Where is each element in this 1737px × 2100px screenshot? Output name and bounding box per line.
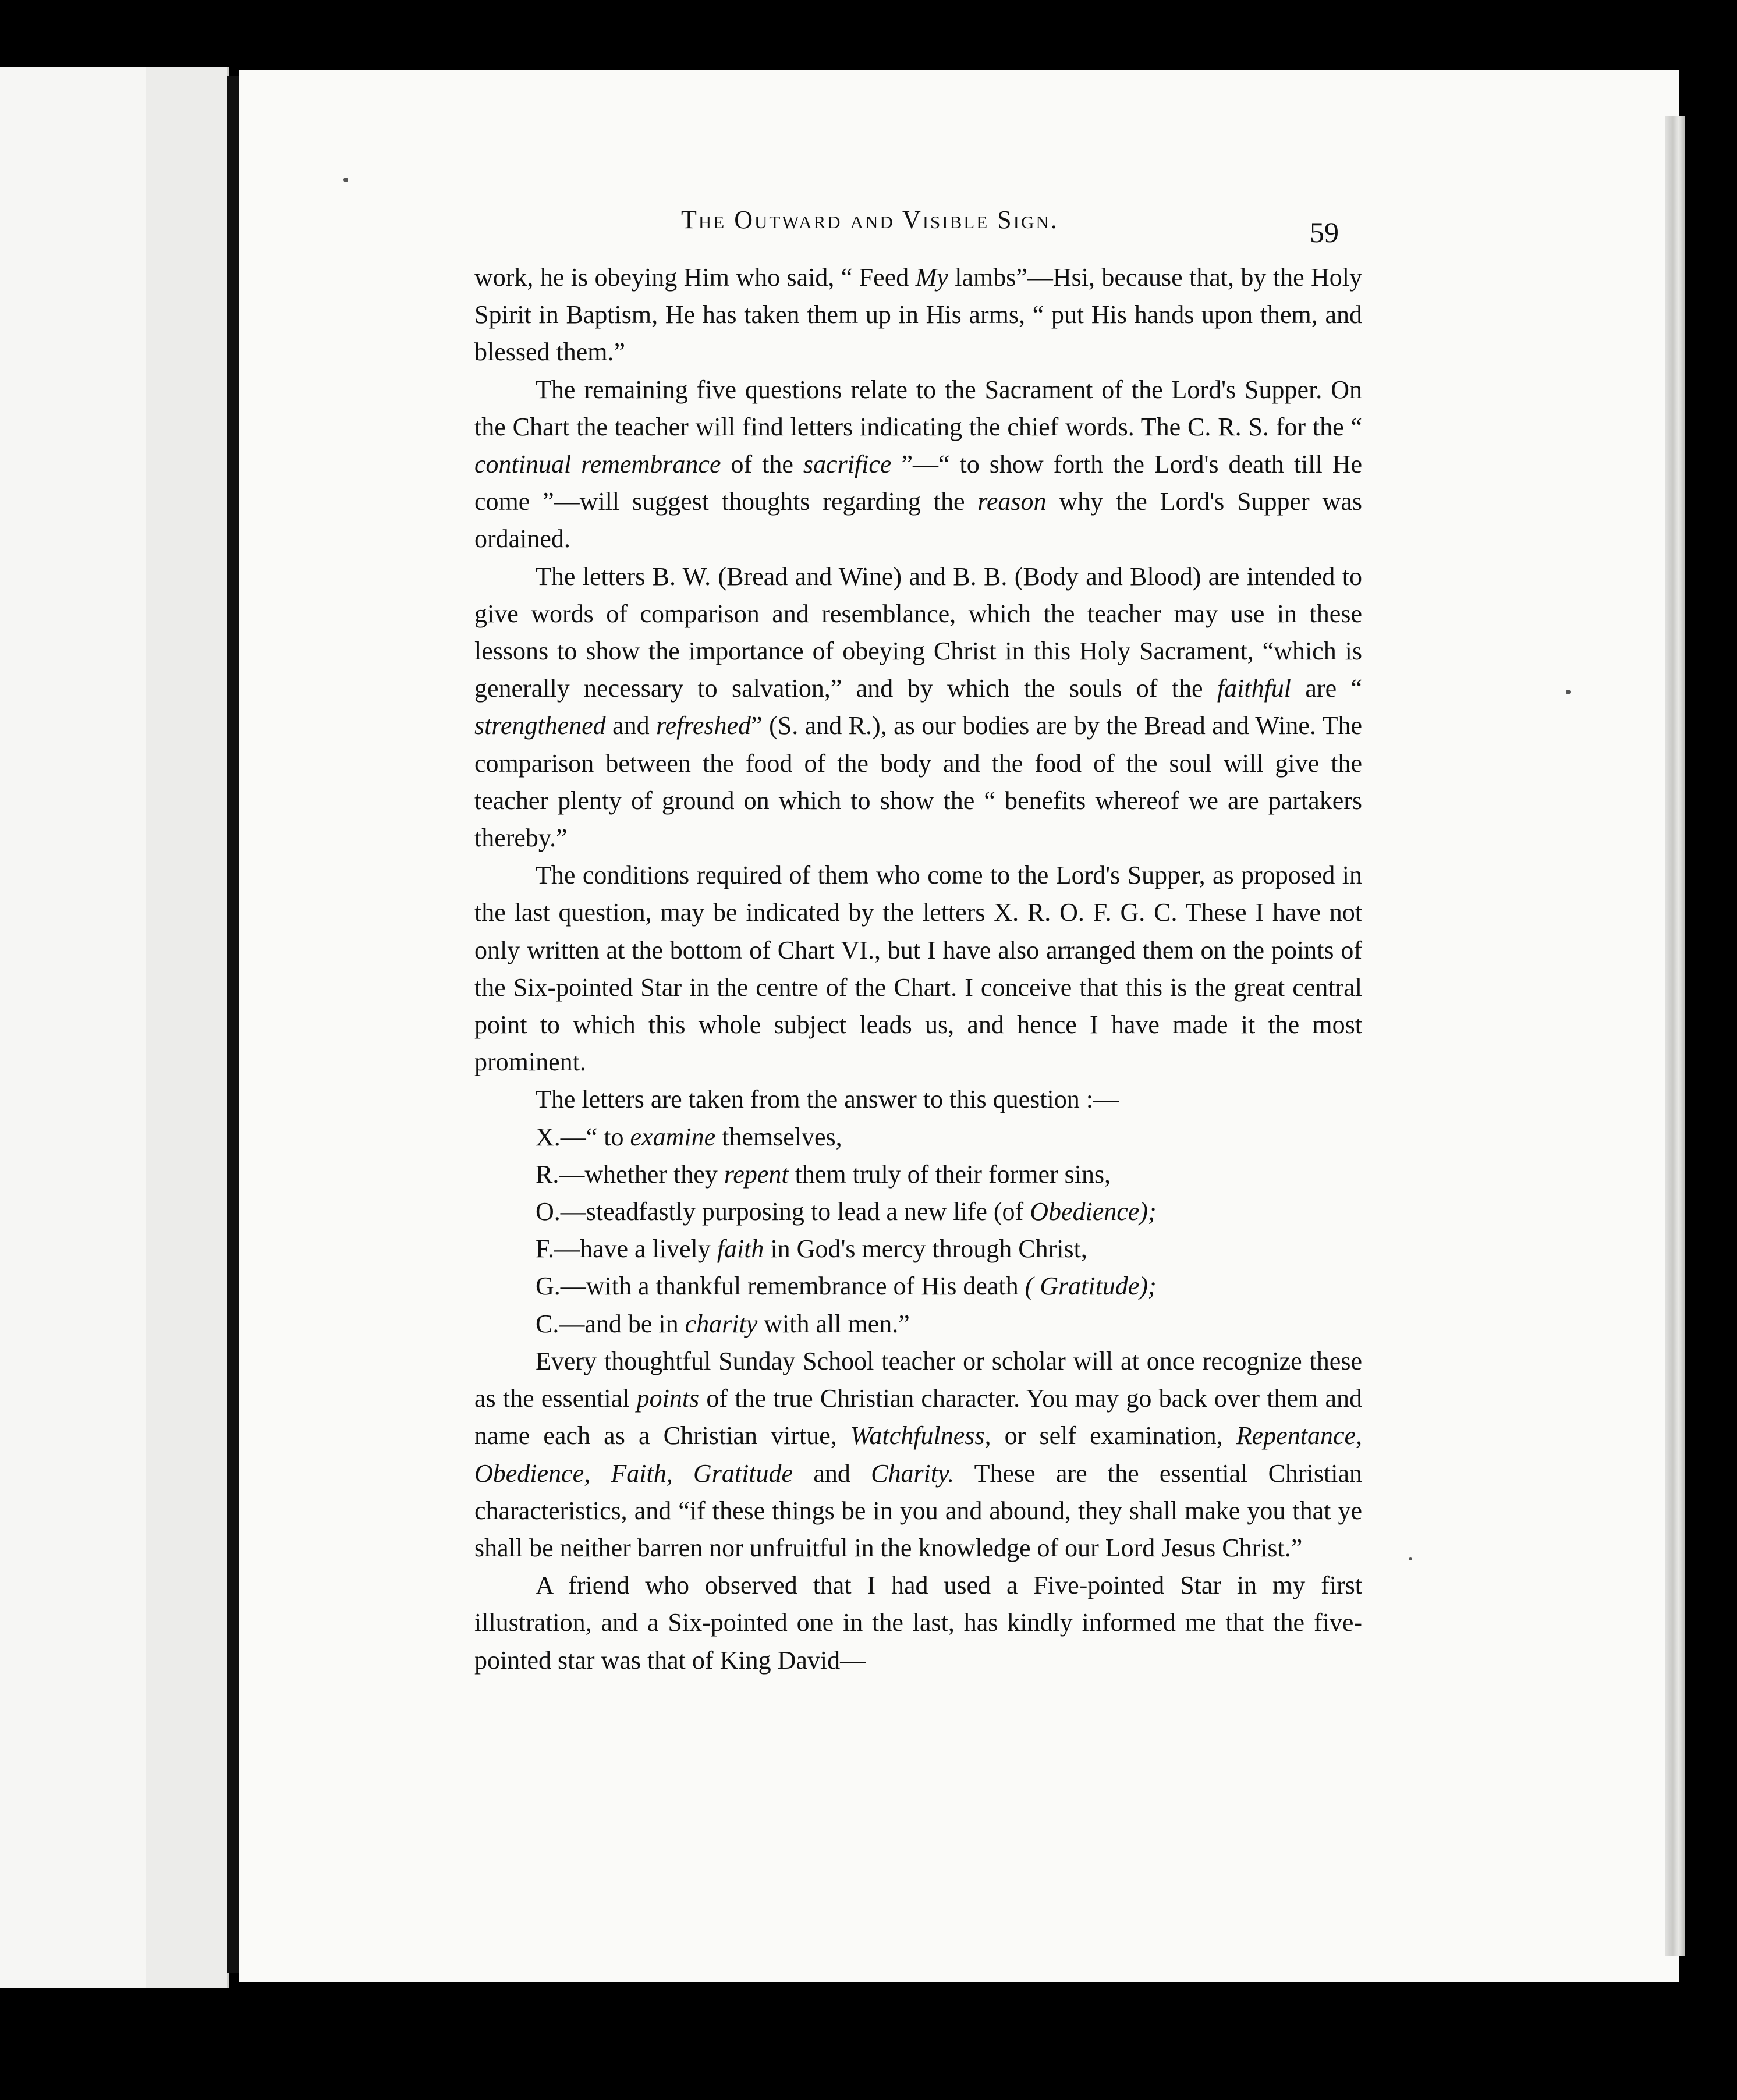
italic-text: faith <box>717 1235 764 1264</box>
italic-text: Obedience); <box>1030 1197 1157 1226</box>
running-head: The Outward and Visible Sign. <box>681 205 1059 234</box>
paper-speck <box>1409 1557 1412 1560</box>
italic-text: strengthened <box>474 711 606 740</box>
book-gutter <box>227 76 240 1973</box>
italic-text: My <box>915 263 948 292</box>
italic-text: refreshed <box>656 711 751 740</box>
list-intro: The letters are taken from the answer to this question :— <box>536 1085 1119 1114</box>
italic-text: Obedience, Faith, Gratitude <box>474 1459 793 1488</box>
left-page-edge <box>0 67 229 1988</box>
page-stack-edge <box>1665 116 1685 1956</box>
left-page-inner-margin <box>146 67 227 1988</box>
list-item: R.—whether they repent them truly of their former sins, <box>536 1159 1111 1189</box>
italic-text: continual remembrance <box>474 450 721 479</box>
italic-text: reason <box>977 487 1047 516</box>
paragraph: A friend who observed that I had used a Five-pointed Star in my first illustration, and a Six-pointed one in the last, has kindly informed me that the five-pointed star was that of King David— <box>474 1571 1362 1675</box>
paragraph: work, he is obeying Him who said, “ Feed My lambs”—Hsi, because that, by the Holy Spirit in Baptism, He has taken them up in His arms, “ put His hands upon them, and blessed them.” <box>474 263 1363 367</box>
italic-text: examine <box>630 1122 716 1151</box>
italic-text: sacrifice <box>803 450 892 479</box>
list-item: O.—steadfastly purposing to lead a new life (of Obedience); <box>536 1197 1157 1226</box>
body-text <box>474 259 1362 1679</box>
italic-text: repent <box>724 1159 789 1189</box>
paper-speck <box>1566 690 1571 694</box>
italic-text: ( Gratitude); <box>1025 1272 1157 1301</box>
list-item: G.—with a thankful remembrance of His death ( Gratitude); <box>536 1272 1157 1301</box>
italic-text: Watchfulness, <box>850 1421 991 1450</box>
italic-text: points <box>636 1384 700 1413</box>
italic-text: charity <box>685 1309 758 1338</box>
paragraph: The conditions required of them who come to the Lord's Supper, as proposed in the last question, may be indicated by the letters X. R. O. F. G. C. These I have not only written at the bottom of Chart VI., but I have also arranged them on the points of the Six-pointed Star in the centre of the Chart. I conceive that this is the great central point to which this whole subject leads us, and hence I have made it the most prominent. <box>474 861 1362 1077</box>
list-item: X.—“ to examine themselves, <box>536 1122 842 1151</box>
paragraph: The remaining five questions relate to the Sacrament of the Lord's Supper. On the Chart the teacher will find letters indicating the chief words. The C. R. S. for the “ continual remembrance of the sacrifice ”—“ to show forth the Lord's death till He come ”—will suggest thoughts regarding the reason why the Lord's Supper was ordained. <box>474 375 1363 554</box>
paragraph: Every thoughtful Sunday School teacher or scholar will at once recognize these as the essential points of the true Christian character. You may go back over them and name each as a Christian virtue, Watchfulness, or self examination, Repentance, Obedience, Faith, Gratitude and Charity. These are the essential Christian characteristics, and “if these things be in you and abound, they shall make you that ye shall be neither barren nor unfruitful in the knowledge of our Lord Jesus Christ.” <box>474 1346 1363 1562</box>
paragraph: The letters B. W. (Bread and Wine) and B. B. (Body and Blood) are intended to give words of comparison and resemblance, which the teacher may use in these lessons to show the importance of obeying Christ in this Holy Sacrament, “which is generally necessary to salvation,” and by which the souls of the faithful are “ strengthened and refreshed” (S. and R.), as our bodies are by the Bread and Wine. The comparison between the food of the body and the food of the soul will give the teacher plenty of ground on which to show the “ benefits whereof we are partakers thereby.” <box>474 562 1362 853</box>
list-item: C.—and be in charity with all men.” <box>536 1309 910 1338</box>
page-number: 59 <box>1310 216 1339 249</box>
italic-text: faithful <box>1217 674 1292 703</box>
list-item: F.—have a lively faith in God's mercy through Christ, <box>536 1235 1087 1264</box>
italic-text: Charity. <box>871 1459 955 1488</box>
paper-speck <box>343 178 348 182</box>
italic-text: Repentance, <box>1236 1421 1363 1450</box>
